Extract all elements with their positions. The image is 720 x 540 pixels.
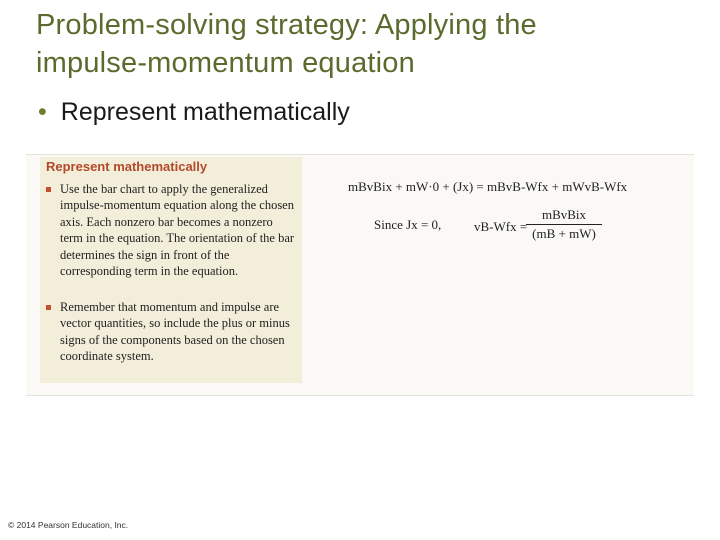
fraction-numerator: mBvBix xyxy=(541,207,587,222)
strategy-panel xyxy=(40,157,302,383)
fraction-denominator: (mB + mW) xyxy=(532,226,596,241)
step-text-1: Use the bar chart to apply the generalized impulse-momentum equation along the chosen axis. Each nonzero bar becomes a nonzero term in the equation. The orientation of the bar determines the sign in front of the corresponding term in the equation. xyxy=(60,182,295,279)
velocity-lhs: vB-Wfx = xyxy=(474,219,528,234)
panel-heading: Represent mathematically xyxy=(46,159,208,174)
step-item-2 xyxy=(46,299,296,365)
title-line-2: impulse-momentum equation xyxy=(36,47,415,79)
condition-text: Since Jx = 0, xyxy=(374,217,442,232)
impulse-momentum-equation: mBvBix + mW·0 + (Jx) = mBvB-Wfx + mWvB-Wfx xyxy=(348,179,628,194)
bullet-item xyxy=(38,96,350,128)
step-text-2: Remember that momentum and impulse are vector quantities, so include the plus or minus signs of the components based on the chosen coordinate system. xyxy=(60,300,290,364)
step-bullet-square xyxy=(46,187,51,192)
slide-title xyxy=(36,6,696,82)
step-item-1 xyxy=(46,181,296,279)
velocity-fraction xyxy=(526,207,602,242)
step-bullet-square xyxy=(46,305,51,310)
fraction-bar xyxy=(526,224,602,225)
textbook-figure xyxy=(26,154,694,396)
bullet-symbol: • xyxy=(38,98,47,126)
bullet-text: Represent mathematically xyxy=(60,98,350,126)
copyright-footer: © 2014 Pearson Education, Inc. xyxy=(8,520,129,530)
title-line-1: Problem-solving strategy: Applying the xyxy=(36,9,537,41)
